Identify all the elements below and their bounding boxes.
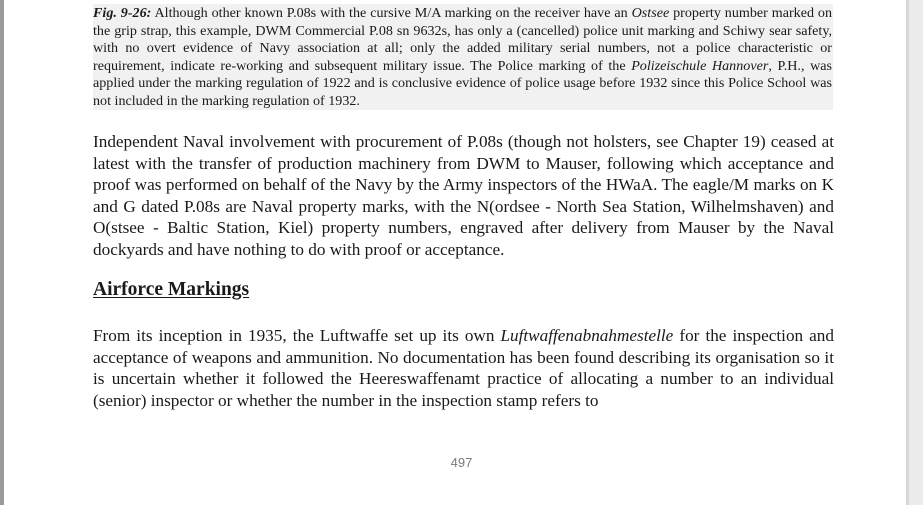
airforce-text-2: for the inspection and acceptance of weapons and ammunition. No documentation has been found describing its organisation so it is uncertain whether it followed the Heereswaffenamt practice of allocating a number to an individual (senior) inspector or whether the number in the inspection stamp refers to [93,326,834,410]
caption-text-1: Although other known P.08s with the cursive M/A marking on the receiver have an [151,5,632,21]
caption-text-3: , P.H., was applied under the marking regulation of 1922 and is conclusive evidence of police usage before 1932 since this Police School was not included in the marking regulation of 1932. [93,57,832,109]
figure-caption [93,4,833,110]
vertical-scrollbar[interactable] [908,0,923,505]
airforce-text-1: From its inception in 1935, the Luftwaffe set up its own [93,326,501,345]
figure-label: Fig. 9-26: [93,5,152,21]
airforce-italic-term: Luftwaffenabnahmestelle [500,326,674,345]
caption-italic-school: Polizeischule Hannover [631,57,769,74]
document-page [5,0,908,505]
viewer-left-edge [0,0,4,505]
caption-text-2: property number marked on the grip strap, this example, DWM Commercial P.08 sn 9632s, has only a (cancelled) police unit marking and Schiwy sear safety, with no overt evidence of Navy association at all; only the added military serial numbers, not a police characteristic or requirement, indicate re-working and subsequent military issue. The Police marking of the [93,5,833,74]
body-paragraph-navy: Independent Naval involvement with procurement of P.08s (though not holsters, see Chapter 19) ceased at latest with the transfer of production machinery from DWM to Mauser, following which acceptance and proof was performed on behalf of the Navy by the Army inspectors of the HWaA. The eagle/M marks on K and G dated P.08s are Naval property marks, with the N(ordsee - North Sea Station, Wilhelmshaven) and O(stsee - Baltic Station, Kiel) property numbers, engraved after delivery from Mauser by the Naval dockyards and have nothing to do with proof or acceptance. [93,132,834,259]
section-heading-airforce: Airforce Markings [93,279,250,300]
page-number: 497 [450,455,473,470]
caption-italic-ostsee: Ostsee [631,5,670,21]
page-shadow [906,0,909,505]
body-paragraph-airforce [93,325,834,411]
